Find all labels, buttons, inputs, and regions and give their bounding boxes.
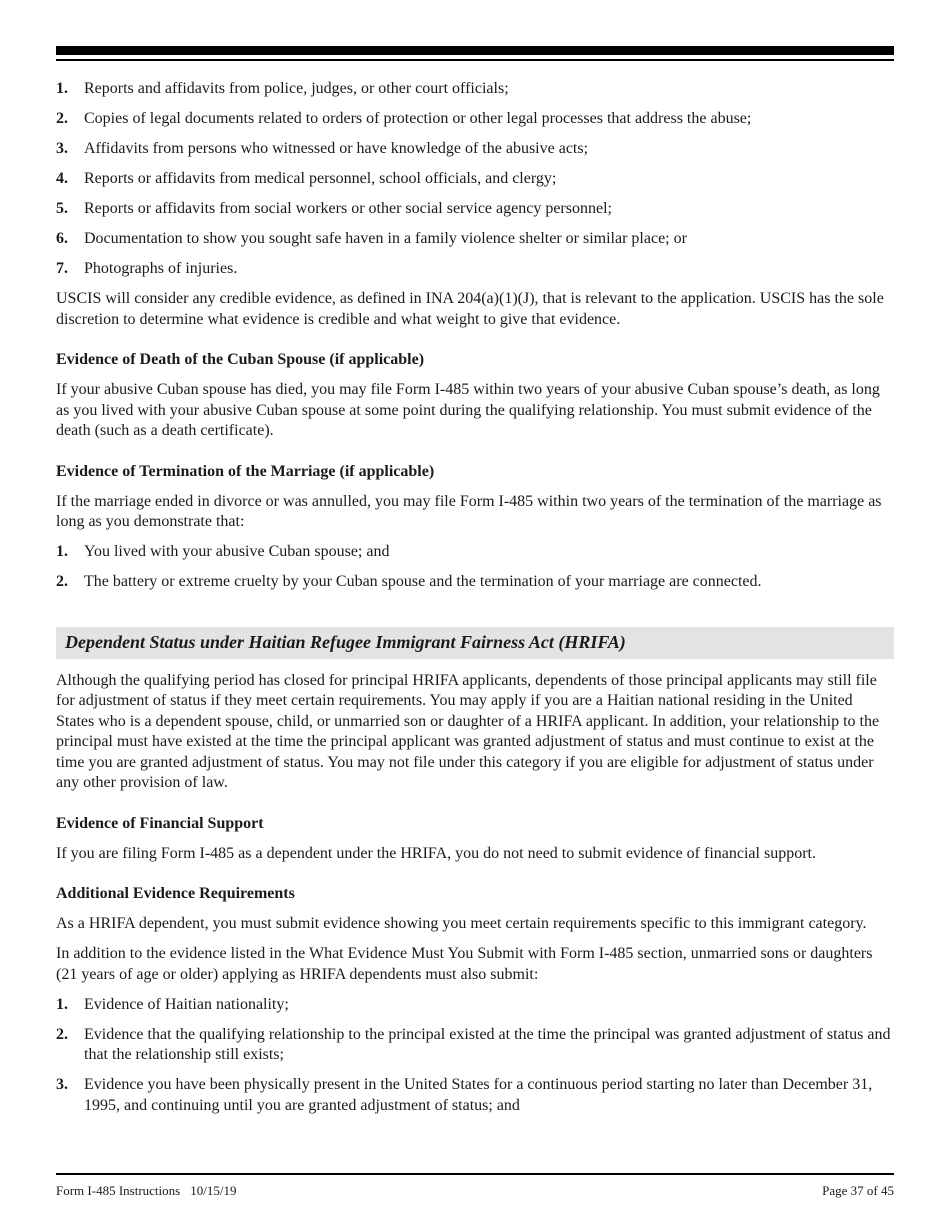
additional-evidence-paragraph-2: In addition to the evidence listed in the What Evidence Must You Submit with Form I-485 section, unmarried sons or daughters (21 years of age or older) applying as HRIFA dependents must also submit: xyxy=(56,945,873,983)
list-item: 2. The battery or extreme cruelty by your Cuban spouse and the termination of your marriage are connected. xyxy=(56,573,762,590)
hrifa-section-title: Dependent Status under Haitian Refugee Immigrant Fairness Act (HRIFA) xyxy=(56,627,894,659)
header-thick-rule xyxy=(56,46,894,55)
footer-rule xyxy=(56,1173,894,1175)
hrifa-intro-paragraph: Although the qualifying period has closed for principal HRIFA applicants, dependents of those principal applicants may still file for adjustment of status if they meet certain requirements. You may apply if you are a Haitian national residing in the United States who is a dependent spouse, child, or unmarried son or daughter of a HRIFA applicant. In addition, your relationship to the principal must have existed at the time the principal applicant was granted adjustment of status and must continue to exist at the time you are granted adjustment of status. You may not file under this category if you are eligible for adjustment of status under any other provision of law. xyxy=(56,671,880,791)
footer-form-name: Form I-485 Instructions xyxy=(56,1183,181,1198)
footer-form-date: 10/15/19 xyxy=(190,1183,237,1198)
page-footer xyxy=(56,1183,894,1199)
list-item: 2. Evidence that the qualifying relationship to the principal existed at the time the principal was granted adjustment of status and that the relationship still exists; xyxy=(56,1025,891,1063)
financial-support-paragraph: If you are filing Form I-485 as a dependent under the HRIFA, you do not need to submit evidence of financial support. xyxy=(56,844,816,862)
list-item: 5. Reports or affidavits from social workers or other social service agency personnel; xyxy=(56,200,612,217)
page-content xyxy=(56,79,894,1126)
list-item: 2. Copies of legal documents related to orders of protection or other legal processes that address the abuse; xyxy=(56,110,752,127)
credible-evidence-paragraph: USCIS will consider any credible evidence, as defined in INA 204(a)(1)(J), that is relevant to the application. USCIS has the sole discretion to determine what evidence is credible and what weight to give that evidence. xyxy=(56,290,884,328)
list-item: 3. Evidence you have been physically present in the United States for a continuous period starting no later than December 31, 1995, and continuing until you are granted adjustment of status; and xyxy=(56,1076,873,1114)
list-item: 1. You lived with your abusive Cuban spouse; and xyxy=(56,543,390,560)
list-item: 7. Photographs of injuries. xyxy=(56,260,238,277)
document-page xyxy=(56,0,894,1230)
list-item: 1. Reports and affidavits from police, judges, or other court officials; xyxy=(56,80,509,97)
list-item: 6. Documentation to show you sought safe haven in a family violence shelter or similar place; or xyxy=(56,230,687,247)
list-item: 4. Reports or affidavits from medical personnel, school officials, and clergy; xyxy=(56,170,557,187)
death-evidence-heading: Evidence of Death of the Cuban Spouse (if applicable) xyxy=(56,351,425,368)
footer-page-number: Page 37 of 45 xyxy=(822,1183,894,1198)
termination-heading: Evidence of Termination of the Marriage (if applicable) xyxy=(56,462,435,480)
additional-evidence-heading: Additional Evidence Requirements xyxy=(56,885,295,902)
financial-support-heading: Evidence of Financial Support xyxy=(56,814,264,832)
additional-evidence-paragraph-1: As a HRIFA dependent, you must submit evidence showing you meet certain requirements specific to this immigrant category. xyxy=(56,915,867,932)
footer-form-info xyxy=(56,1183,236,1199)
death-evidence-paragraph: If your abusive Cuban spouse has died, you may file Form I-485 within two years of your abusive Cuban spouse’s death, as long as you lived with your abusive Cuban spouse at some point during the qualifying relationship. You must submit evidence of the death (such as a death certificate). xyxy=(56,381,880,439)
termination-paragraph: If the marriage ended in divorce or was annulled, you may file Form I-485 within two years of the termination of the marriage as long as you demonstrate that: xyxy=(56,492,882,530)
hrifa-evidence-list xyxy=(56,995,894,1117)
list-item: 1. Evidence of Haitian nationality; xyxy=(56,995,289,1013)
termination-list xyxy=(56,542,894,593)
header-thin-rule xyxy=(56,59,894,61)
evidence-list xyxy=(56,79,894,280)
list-item: 3. Affidavits from persons who witnessed or have knowledge of the abusive acts; xyxy=(56,140,589,157)
